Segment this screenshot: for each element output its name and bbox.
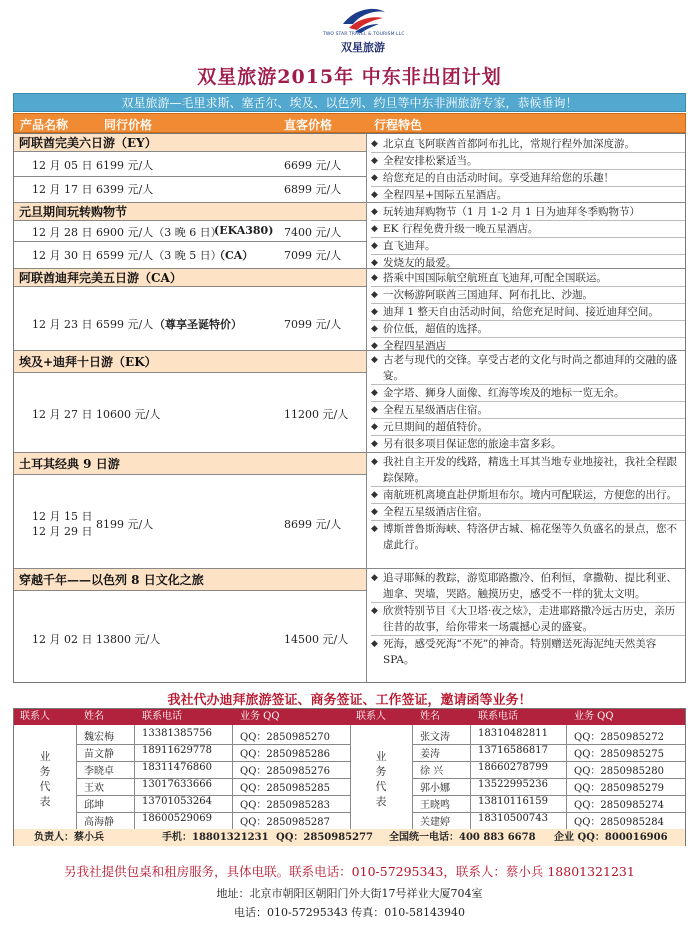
- contact-name: 高海静: [84, 817, 114, 828]
- direct-price: 6899 元/人: [284, 183, 342, 196]
- visa-notice: 我社代办迪拜旅游签证、商务签证、工作签证，邀请函等业务！: [167, 693, 532, 708]
- contact-name: 张文涛: [420, 732, 450, 743]
- feature-item: ◆ 北京直飞阿联酋首都阿布扎比，常规行程外加深度游。: [371, 136, 685, 153]
- qq-col-header: 业务 QQ: [240, 711, 280, 722]
- contact-phone: 13701053264: [142, 796, 212, 807]
- contact-name: 徐 兴: [420, 766, 444, 777]
- departure-date: 12 月 02 日: [32, 633, 93, 646]
- feature-item: ◆ 我社自主开发的线路，精选土耳其当地专业地接社，我社全程跟踪保障。: [371, 454, 685, 487]
- contact-qq: QQ：2850985285: [240, 783, 331, 794]
- feature-item: ◆ 博斯普鲁斯海峡、特洛伊古城、棉花堡等久负盛名的景点，您不虚此行。: [371, 521, 685, 553]
- departure-date: 12 月 17 日: [32, 183, 93, 196]
- manager-qq: QQ：2850985277: [276, 832, 374, 843]
- peer-price: 6399 元/人: [96, 183, 154, 196]
- feature-item: ◆ 全程五星级酒店住宿。: [371, 504, 685, 521]
- slogan-banner: 双星旅游—毛里求斯、塞舌尔、埃及、以色列、约旦等中东非洲旅游专家，恭候垂询！: [13, 93, 686, 112]
- feature-item: ◆ 南航班机离境直赴伊斯坦布尔。境内可配联运，方便您的出行。: [371, 487, 685, 504]
- direct-price: 7099 元/人: [284, 249, 342, 262]
- departure-date: 12 月 23 日: [32, 318, 93, 331]
- contact-phone: 18600529069: [142, 813, 212, 824]
- peer-price: 6599 元/人（3 晚 5 日）: [96, 249, 222, 262]
- logo-english-name: TWO STAR TRAVEL & TOURISM LLC: [323, 32, 405, 37]
- row-divider: [14, 241, 366, 242]
- feature-item: ◆ 直飞迪拜。: [371, 238, 685, 255]
- contacts-divider: [232, 725, 233, 829]
- group-title: 阿联酋完美六日游（EY）: [14, 134, 366, 152]
- contact-phone: 13522995236: [478, 779, 548, 790]
- feature-list: [371, 270, 685, 354]
- feature-item: ◆ 全程四星酒店: [371, 338, 685, 354]
- contact-phone: 18660278799: [478, 762, 548, 773]
- row-divider: [14, 176, 366, 177]
- column-direct-header: 直客价格: [284, 118, 333, 132]
- logo-chinese-name: 双星旅游: [341, 41, 385, 54]
- group-title: 元旦期间玩转购物节: [14, 203, 366, 221]
- departure-date: 12 月 30 日: [32, 249, 93, 262]
- feature-item: ◆ 迪拜 1 整天自由活动时间，给您充足时间、接近迪拜空间。: [371, 304, 685, 321]
- feature-item: ◆ 一次畅游阿联酋三国迪拜、阿布扎比、沙迦。: [371, 287, 685, 304]
- direct-price: 7400 元/人: [284, 226, 342, 239]
- contacts-divider: [350, 725, 351, 829]
- peer-price: 6599 元/人: [96, 318, 154, 331]
- manager-name: 负责人：蔡小兵: [34, 832, 104, 843]
- feature-item: ◆ 追寻耶稣的教踪，游览耶路撒冷、伯利恒，拿撒勒、提比利亚、迦拿、哭墙，哭路。触摸历史，感受不一样的犹太文明。: [371, 570, 685, 603]
- feature-item: ◆ 金字塔、狮身人面像、红海等埃及的地标一览无余。: [371, 385, 685, 402]
- group-title: 穿越千年——以色列 8 日文化之旅: [14, 569, 366, 591]
- departure-date: 12 月 05 日: [32, 159, 93, 172]
- group-title: 埃及+迪拜十日游（EK）: [14, 351, 366, 373]
- departure-date: 12 月 15 日: [32, 510, 93, 523]
- column-feature-header: 行程特色: [374, 118, 423, 132]
- manager-mobile: 手机：18801321231: [162, 832, 269, 843]
- feature-list: [371, 204, 685, 271]
- feature-item: ◆ EK 行程免费升级一晚五星酒店。: [371, 221, 685, 238]
- contact-name: 苗文静: [84, 749, 114, 760]
- feature-list: [371, 454, 685, 553]
- direct-price: 14500 元/人: [284, 633, 349, 646]
- direct-price: 8699 元/人: [284, 518, 342, 531]
- feature-item: ◆ 全程安排松紧适当。: [371, 153, 685, 170]
- name-col-header: 姓名: [420, 711, 440, 722]
- peer-price: 8199 元/人: [96, 518, 154, 531]
- contact-qq: QQ：2850985284: [574, 817, 665, 828]
- table-header: [13, 113, 686, 133]
- contact-name: 王欢: [84, 783, 104, 794]
- contact-name: 邱坤: [84, 800, 104, 811]
- direct-price: 6699 元/人: [284, 159, 342, 172]
- contact-qq: QQ：2850985276: [240, 766, 331, 777]
- feature-list: [371, 136, 685, 203]
- tour-table: [13, 133, 686, 683]
- feature-item: ◆ 全程五星级酒店住宿。: [371, 402, 685, 419]
- contacts-divider: [412, 725, 413, 829]
- departure-date: 12 月 28 日: [32, 226, 93, 239]
- contacts-divider: [134, 725, 135, 829]
- contact-name: 关建婷: [420, 817, 450, 828]
- contact-phone: 18310500743: [478, 813, 548, 824]
- contact-phone: 13381385756: [142, 728, 212, 739]
- feature-item: ◆ 价位低，超值的选择。: [371, 321, 685, 338]
- service-notice: 另我社提供包桌和租房服务，具体电联。联系电话：010-57295343，联系人：蔡小兵 18801321231: [64, 864, 635, 879]
- company-logo: [323, 4, 403, 64]
- direct-price: 11200 元/人: [284, 408, 349, 421]
- peer-price-note: （尊享圣诞特价）: [154, 318, 242, 331]
- phone-col-header: 联系电话: [478, 711, 518, 722]
- side-label-sales: 业务代表: [375, 750, 387, 808]
- peer-price: 10600 元/人: [96, 408, 161, 421]
- contact-qq: QQ：2850985287: [240, 817, 331, 828]
- phone-col-header: 联系电话: [142, 711, 182, 722]
- peer-price: 13800 元/人: [96, 633, 161, 646]
- column-peer-header: 同行价格: [104, 118, 153, 132]
- contacts-divider: [470, 725, 471, 829]
- feature-item: ◆ 元旦期间的超值特价。: [371, 419, 685, 436]
- name-col-header: 姓名: [84, 711, 104, 722]
- side-label-sales: 业务代表: [39, 750, 51, 808]
- contact-qq: QQ：2850985279: [574, 783, 665, 794]
- contact-qq: QQ：2850985280: [574, 766, 665, 777]
- contact-name: 姜涛: [420, 749, 440, 760]
- feature-item: ◆ 搭乘中国国际航空航班直飞迪拜,可配全国联运。: [371, 270, 685, 287]
- contact-col-header: 联系人: [20, 711, 50, 722]
- peer-price: 6199 元/人: [96, 159, 154, 172]
- departure-date: 12 月 27 日: [32, 408, 93, 421]
- contact-qq: QQ：2850985275: [574, 749, 665, 760]
- contact-name: 郭小娜: [420, 783, 450, 794]
- contact-phone-fax: 电话：010-57295343 传真：010-58143940: [234, 906, 465, 919]
- swoosh-logo-icon: [335, 4, 391, 34]
- table-divider: [366, 134, 367, 682]
- group-title: 阿联酋迪拜完美五日游（CA）: [14, 269, 366, 287]
- address: 地址：北京市朝阳区朝阳门外大街17号祥业大厦704室: [216, 887, 483, 900]
- feature-item: ◆ 给您充足的自由活动时间。享受迪拜给您的乐趣！: [371, 170, 685, 187]
- contact-phone: 13716586817: [478, 745, 548, 756]
- contact-name: 李晓卓: [84, 766, 114, 777]
- peer-price-note: （CA）: [214, 249, 254, 262]
- feature-item: ◆ 全程四星+国际五星酒店。: [371, 187, 685, 203]
- corp-qq: 企业 QQ：800016906: [554, 832, 668, 843]
- contact-qq: QQ：2850985283: [240, 800, 331, 811]
- hotline: 全国统一电话：400 883 6678: [389, 832, 536, 843]
- header: [0, 0, 699, 90]
- contact-phone: 13810116159: [478, 796, 548, 807]
- contact-name: 魏宏梅: [84, 732, 114, 743]
- feature-item: ◆ 死海，感受死海“不死”的神奇。特别赠送死海泥纯天然美容 SPA。: [371, 636, 685, 668]
- contacts-table: [13, 708, 686, 846]
- peer-price-note: (EKA380): [214, 224, 274, 237]
- feature-item: ◆ 发烧友的最爱。: [371, 255, 685, 271]
- contact-phone: 13017633666: [142, 779, 212, 790]
- contacts-divider: [566, 725, 567, 829]
- feature-list: [371, 570, 685, 668]
- contact-phone: 18311476860: [142, 762, 212, 773]
- direct-price: 7099 元/人: [284, 318, 342, 331]
- feature-item: ◆ 古老与现代的交锋。享受古老的文化与时尚之都迪拜的交融的盛宴。: [371, 352, 685, 385]
- contact-phone: 18310482811: [478, 728, 548, 739]
- contact-qq: QQ：2850985274: [574, 800, 665, 811]
- contact-qq: QQ：2850985272: [574, 732, 665, 743]
- feature-item: ◆ 欣赏特别节目《大卫塔·夜之炫》，走进耶路撒冷远古历史，亲历往昔的故事，给你带来一场震撼心灵的盛宴。: [371, 603, 685, 636]
- peer-price: 6900 元/人（3 晚 6 日）: [96, 226, 222, 239]
- qq-col-header: 业务 QQ: [574, 711, 614, 722]
- page-title: 双星旅游2015年 中东非出团计划: [197, 66, 502, 88]
- feature-item: ◆ 另有很多项目保证您的旅途丰富多彩。: [371, 436, 685, 452]
- group-title: 土耳其经典 9 日游: [14, 453, 366, 475]
- column-name-header: 产品名称: [20, 118, 69, 132]
- departure-date-2: 12 月 29 日: [32, 525, 93, 538]
- contact-col-header: 联系人: [356, 711, 386, 722]
- feature-list: [371, 352, 685, 452]
- feature-item: ◆ 玩转迪拜购物节（1 月 1-2 月 1 日为迪拜冬季购物节）: [371, 204, 685, 221]
- contacts-divider: [76, 725, 77, 829]
- contact-phone: 18911629778: [142, 745, 212, 756]
- contacts-footer: [14, 829, 685, 846]
- contact-qq: QQ：2850985270: [240, 732, 331, 743]
- contact-qq: QQ：2850985286: [240, 749, 331, 760]
- contact-name: 王晓鸣: [420, 800, 450, 811]
